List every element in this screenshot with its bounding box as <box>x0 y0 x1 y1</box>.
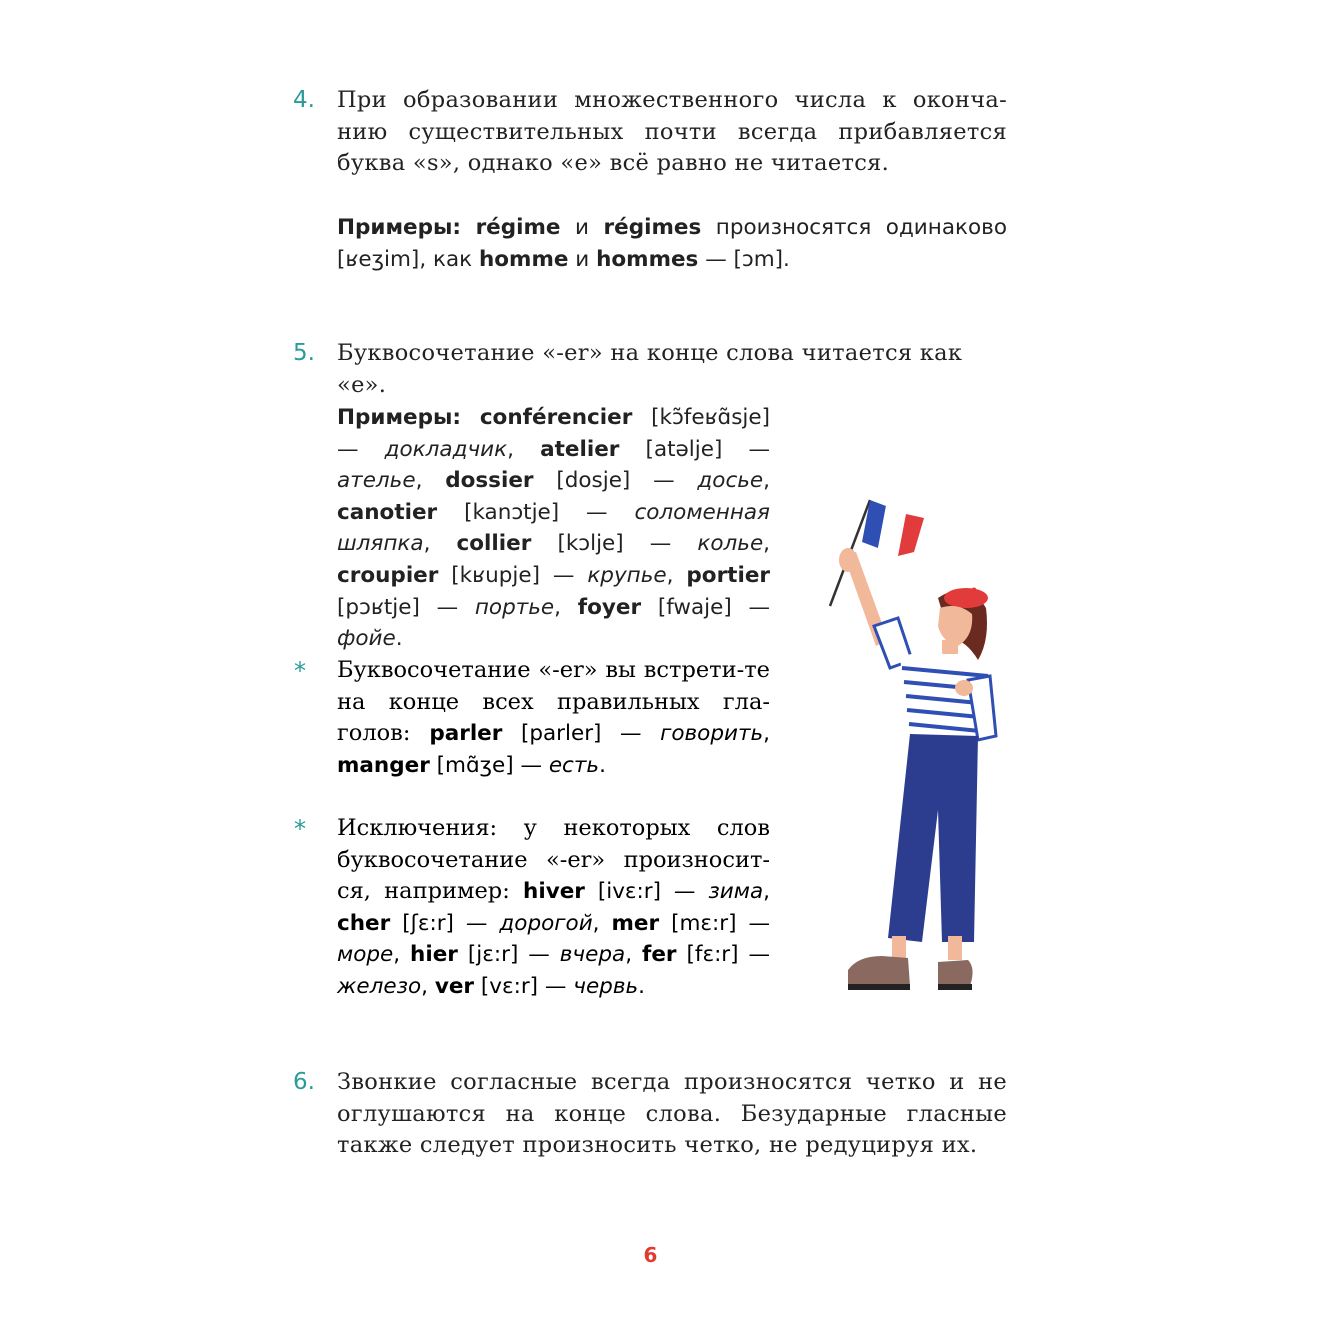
text-run: [vɛ:r] — <box>474 973 574 999</box>
translation: море <box>337 942 394 968</box>
item-text: При образовании множественного числа к оконча-нию существительных почти всегда прибавляется буква «s», однако «е» всё равно не читается. <box>337 87 1007 176</box>
translation: говорить <box>660 721 764 747</box>
translation: зима <box>708 879 764 905</box>
text-run: , <box>763 721 770 747</box>
french-word: atelier <box>540 436 620 462</box>
translation: дорогой <box>499 910 593 936</box>
text-run: [fɛ:r] — <box>676 942 770 968</box>
text-run: Исключения: у некоторых слов буквосочетание «-er» произносит-ся, например: <box>337 815 770 905</box>
text-run: [ʃɛ:r] — <box>390 910 500 936</box>
translation: портье <box>474 594 555 620</box>
woman-with-french-flag-illustration <box>818 490 1008 1000</box>
translation: крупье <box>587 562 667 588</box>
item-text: Звонкие согласные всегда произносятся четко и не оглушаются на конце слова. Безударные гласные также следует произносить четко, не редуцируя их. <box>337 1069 1007 1158</box>
text-run: , <box>393 942 411 968</box>
french-word: régime <box>475 215 561 240</box>
example-block <box>337 402 770 655</box>
french-word: conférencier <box>479 405 633 430</box>
translation: фойе <box>337 626 396 652</box>
text-run: [jɛ:r] — <box>457 942 560 968</box>
right-shoe <box>938 960 973 986</box>
text-run: , <box>554 594 578 620</box>
french-word: mer <box>611 910 660 936</box>
french-word: croupier <box>337 562 439 588</box>
translation: железо <box>337 973 422 999</box>
text-run: , <box>763 531 771 557</box>
text-run: [ivɛ:r] — <box>584 879 709 905</box>
text-run: Буквосочетание «-er» вы встрети-те на конце всех правильных гла-голов: <box>337 657 770 747</box>
text-run: , <box>507 436 541 462</box>
hand <box>839 548 857 572</box>
text-run: [mɛ:r] — <box>659 910 770 936</box>
text-run: , <box>625 942 642 968</box>
text-run: — [ɔm]. <box>698 246 790 272</box>
text-run: , <box>763 879 771 905</box>
translation: соломенная шляпка <box>337 499 770 557</box>
item-text: Буквосочетание «-er» на конце слова читается как «е». <box>337 340 963 398</box>
example-label: Примеры: <box>337 215 462 240</box>
text-run: , <box>592 910 612 936</box>
french-word: hommes <box>596 246 699 272</box>
text-run: [dosje] — <box>533 468 698 494</box>
french-word: dossier <box>445 468 534 494</box>
example-block <box>337 212 1007 275</box>
page-number: 6 <box>643 1243 658 1267</box>
french-word: hier <box>410 942 458 968</box>
text-run: [kʁupje] — <box>438 562 588 588</box>
text-run: произносятся одинаково [ʁeʒim], как <box>337 215 1007 272</box>
french-word: portier <box>686 562 771 588</box>
note-marker: * <box>294 657 306 685</box>
text-run: , <box>666 562 687 588</box>
text-run: , <box>763 468 771 494</box>
text-run: [pɔʁtje] — <box>337 594 475 620</box>
french-word: cher <box>337 910 391 936</box>
item-number: 6. <box>293 1069 315 1095</box>
text-run: . <box>599 752 606 778</box>
beret <box>944 588 988 608</box>
text-run: . <box>638 973 646 999</box>
french-word: ver <box>434 973 475 999</box>
note-text <box>337 813 770 1003</box>
text-run: , <box>415 468 446 494</box>
trousers <box>888 734 978 942</box>
translation: досье <box>697 468 764 494</box>
text-run: . <box>395 626 403 652</box>
note-marker: * <box>294 815 306 843</box>
item-number: 4. <box>293 87 315 113</box>
french-word: hiver <box>523 879 585 905</box>
text-run: и <box>568 246 597 272</box>
example-label: Примеры: <box>337 405 462 430</box>
translation: вчера <box>559 942 626 968</box>
text-run: , <box>423 531 457 557</box>
text-run: [fwaje] — <box>641 594 770 620</box>
french-word: homme <box>478 246 569 272</box>
french-word: manger <box>337 752 430 778</box>
text-run: [kɔ̃feʁɑ̃sje] — <box>337 405 770 462</box>
left-shoe <box>848 956 910 986</box>
translation: червь <box>573 973 639 999</box>
text-run: [parler] — <box>502 721 661 747</box>
french-word: régimes <box>603 215 702 240</box>
translation: ателье <box>337 468 416 494</box>
text-run: [kɔlje] — <box>531 531 698 557</box>
french-word: fer <box>641 942 677 968</box>
note-text <box>337 655 770 781</box>
text-run: [mɑ̃ʒe] — <box>429 752 549 778</box>
example-runs <box>337 405 770 651</box>
translation: докладчик <box>384 436 508 462</box>
text-run: [kanɔtje] — <box>437 499 635 525</box>
text-run: и <box>560 215 604 240</box>
item-number: 5. <box>293 340 315 366</box>
text-run: , <box>421 973 435 999</box>
french-word: parler <box>429 721 503 747</box>
french-word: collier <box>456 531 532 557</box>
french-word: foyer <box>577 594 642 620</box>
translation: колье <box>697 531 764 557</box>
french-word: canotier <box>337 499 438 525</box>
translation: есть <box>548 752 600 778</box>
text-run: [atəlje] — <box>619 436 770 462</box>
